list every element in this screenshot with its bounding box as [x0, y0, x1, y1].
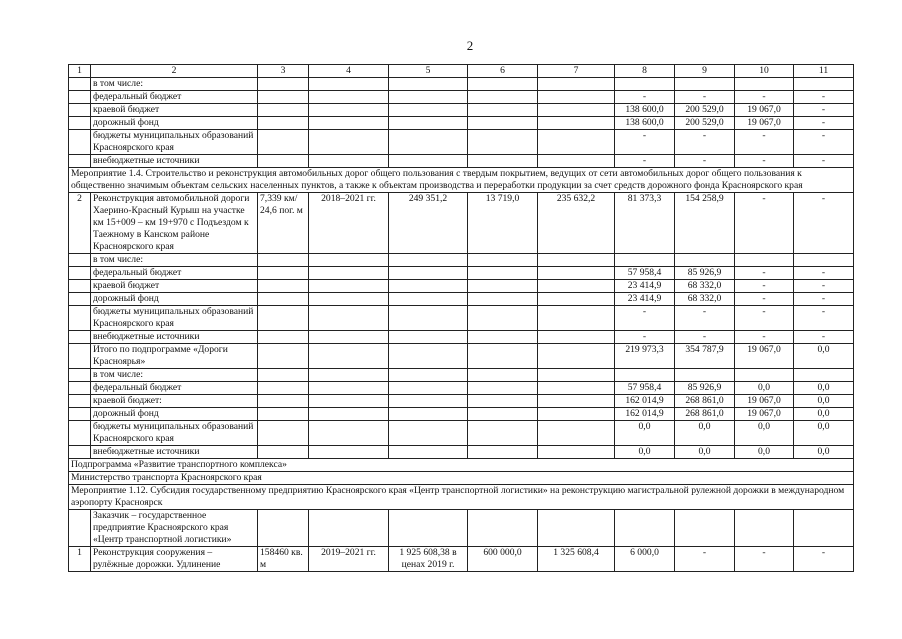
row-number — [69, 446, 91, 459]
column-number: 7 — [538, 65, 615, 78]
empty-cell — [258, 408, 309, 421]
empty-cell — [258, 369, 309, 382]
empty-cell — [538, 280, 615, 293]
value-cell: - — [675, 155, 735, 168]
item-name: Реконструкция сооружения – рулёжные дорожки. Удлинение — [91, 547, 258, 572]
empty-cell — [468, 408, 538, 421]
empty-cell — [538, 344, 615, 369]
empty-cell — [538, 395, 615, 408]
empty-cell — [468, 267, 538, 280]
table-row — [69, 104, 854, 117]
empty-cell — [389, 421, 468, 446]
empty-cell — [538, 306, 615, 331]
value-cell — [794, 510, 854, 547]
value-cell: - — [794, 104, 854, 117]
table-row — [69, 78, 854, 91]
value-cell: 162 014,9 — [615, 395, 675, 408]
item-name: дорожный фонд — [91, 293, 258, 306]
item-name: внебюджетные источники — [91, 331, 258, 344]
value-cell — [794, 254, 854, 267]
empty-cell — [258, 280, 309, 293]
table-row — [69, 130, 854, 155]
empty-cell — [538, 130, 615, 155]
empty-cell — [468, 293, 538, 306]
table-row — [69, 193, 854, 254]
value-cell: 0,0 — [794, 395, 854, 408]
row-number — [69, 280, 91, 293]
value-cell: 0,0 — [615, 421, 675, 446]
table-row — [69, 485, 854, 510]
empty-cell — [389, 117, 468, 130]
value-cell: 0,0 — [794, 382, 854, 395]
empty-cell — [309, 369, 389, 382]
empty-cell — [538, 117, 615, 130]
value-cell: 235 632,2 — [538, 193, 615, 254]
table-row — [69, 472, 854, 485]
row-number — [69, 293, 91, 306]
value-cell: 1 325 608,4 — [538, 547, 615, 572]
value-cell: 0,0 — [735, 421, 794, 446]
value-cell: 19 067,0 — [735, 117, 794, 130]
empty-cell — [468, 155, 538, 168]
item-name: дорожный фонд — [91, 117, 258, 130]
empty-cell — [309, 78, 389, 91]
empty-cell — [389, 382, 468, 395]
value-cell: - — [794, 193, 854, 254]
row-number — [69, 382, 91, 395]
empty-cell — [258, 78, 309, 91]
empty-cell — [468, 510, 538, 547]
value-cell: - — [794, 293, 854, 306]
budget-table — [68, 64, 854, 572]
empty-cell — [309, 331, 389, 344]
empty-cell — [258, 344, 309, 369]
value-cell: - — [735, 306, 794, 331]
item-name: Заказчик – государственное предприятие Красноярского края «Центр транспортной логистики» — [91, 510, 258, 547]
empty-cell — [258, 421, 309, 446]
item-name: бюджеты муниципальных образований Красноярского края — [91, 306, 258, 331]
column-number: 9 — [675, 65, 735, 78]
value-cell: 81 373,3 — [615, 193, 675, 254]
row-number — [69, 408, 91, 421]
empty-cell — [538, 104, 615, 117]
table-row — [69, 91, 854, 104]
empty-cell — [468, 331, 538, 344]
empty-cell — [468, 254, 538, 267]
value-cell: 19 067,0 — [735, 408, 794, 421]
column-number: 1 — [69, 65, 91, 78]
empty-cell — [258, 130, 309, 155]
empty-cell — [309, 117, 389, 130]
item-name: краевой бюджет: — [91, 395, 258, 408]
empty-cell — [389, 344, 468, 369]
value-cell: - — [675, 91, 735, 104]
table-row — [69, 117, 854, 130]
empty-cell — [309, 130, 389, 155]
empty-cell — [538, 78, 615, 91]
empty-cell — [258, 155, 309, 168]
value-cell — [794, 369, 854, 382]
table-row — [69, 293, 854, 306]
value-cell: 0,0 — [615, 446, 675, 459]
empty-cell — [258, 331, 309, 344]
value-cell: - — [794, 130, 854, 155]
empty-cell — [538, 155, 615, 168]
row-number — [69, 104, 91, 117]
cost-cell: 249 351,2 — [389, 193, 468, 254]
empty-cell — [309, 446, 389, 459]
value-cell: - — [615, 130, 675, 155]
empty-cell — [538, 382, 615, 395]
value-cell: - — [675, 306, 735, 331]
item-name: краевой бюджет — [91, 280, 258, 293]
value-cell: - — [794, 117, 854, 130]
empty-cell — [309, 104, 389, 117]
value-cell: - — [735, 293, 794, 306]
row-number — [69, 369, 91, 382]
value-cell: 200 529,0 — [675, 104, 735, 117]
table-row — [69, 446, 854, 459]
value-cell — [615, 78, 675, 91]
value-cell: 0,0 — [794, 421, 854, 446]
value-cell: - — [735, 155, 794, 168]
empty-cell — [468, 395, 538, 408]
empty-cell — [538, 421, 615, 446]
value-cell: 162 014,9 — [615, 408, 675, 421]
empty-cell — [538, 91, 615, 104]
empty-cell — [309, 254, 389, 267]
value-cell: - — [615, 155, 675, 168]
value-cell: 23 414,9 — [615, 293, 675, 306]
table-row — [69, 306, 854, 331]
column-number: 10 — [735, 65, 794, 78]
value-cell: - — [615, 91, 675, 104]
empty-cell — [258, 510, 309, 547]
value-cell: - — [794, 267, 854, 280]
column-number: 2 — [91, 65, 258, 78]
row-number — [69, 117, 91, 130]
row-number — [69, 306, 91, 331]
row-number — [69, 510, 91, 547]
empty-cell — [538, 331, 615, 344]
row-number — [69, 130, 91, 155]
value-cell — [794, 78, 854, 91]
empty-cell — [468, 369, 538, 382]
table-row — [69, 280, 854, 293]
item-name: Итого по подпрограмме «Дороги Красноярья» — [91, 344, 258, 369]
empty-cell — [468, 382, 538, 395]
empty-cell — [538, 446, 615, 459]
empty-cell — [389, 267, 468, 280]
value-cell: 0,0 — [675, 421, 735, 446]
empty-cell — [468, 306, 538, 331]
page-number: 2 — [466, 38, 474, 53]
empty-cell — [258, 446, 309, 459]
empty-cell — [468, 130, 538, 155]
value-cell — [675, 369, 735, 382]
empty-cell — [389, 306, 468, 331]
value-cell: 85 926,9 — [675, 267, 735, 280]
value-cell: 57 958,4 — [615, 267, 675, 280]
value-cell: 6 000,0 — [615, 547, 675, 572]
value-cell — [675, 510, 735, 547]
item-name: бюджеты муниципальных образований Красноярского края — [91, 130, 258, 155]
value-cell: 68 332,0 — [675, 293, 735, 306]
empty-cell — [258, 254, 309, 267]
section-heading: Подпрограмма «Развитие транспортного комплекса» — [69, 459, 854, 472]
value-cell: 19 067,0 — [735, 395, 794, 408]
empty-cell — [389, 293, 468, 306]
item-name: в том числе: — [91, 78, 258, 91]
empty-cell — [389, 446, 468, 459]
empty-cell — [468, 104, 538, 117]
item-name: федеральный бюджет — [91, 382, 258, 395]
value-cell: - — [735, 193, 794, 254]
item-name: федеральный бюджет — [91, 267, 258, 280]
table-row — [69, 382, 854, 395]
empty-cell — [468, 344, 538, 369]
empty-cell — [389, 369, 468, 382]
empty-cell — [389, 408, 468, 421]
row-number — [69, 78, 91, 91]
value-cell — [675, 78, 735, 91]
row-number — [69, 155, 91, 168]
header-row — [69, 65, 854, 78]
empty-cell — [468, 117, 538, 130]
table-row — [69, 459, 854, 472]
value-cell: 23 414,9 — [615, 280, 675, 293]
empty-cell — [389, 104, 468, 117]
row-number: 2 — [69, 193, 91, 254]
value-cell: 0,0 — [794, 408, 854, 421]
value-cell: 19 067,0 — [735, 104, 794, 117]
empty-cell — [389, 280, 468, 293]
value-cell: - — [794, 91, 854, 104]
empty-cell — [538, 254, 615, 267]
value-cell — [615, 369, 675, 382]
value-cell: 0,0 — [675, 446, 735, 459]
value-cell: - — [794, 280, 854, 293]
item-name: Реконструкция автомобильной дороги Хаерино-Красный Курыш на участке км 15+009 – км 19+970 с Подъездом к Таежному в Канском районе Красноярского края — [91, 193, 258, 254]
empty-cell — [258, 395, 309, 408]
item-name: краевой бюджет — [91, 104, 258, 117]
empty-cell — [468, 280, 538, 293]
empty-cell — [258, 382, 309, 395]
value-cell: 0,0 — [735, 382, 794, 395]
item-name: бюджеты муниципальных образований Красноярского края — [91, 421, 258, 446]
empty-cell — [389, 510, 468, 547]
item-name: в том числе: — [91, 254, 258, 267]
empty-cell — [309, 395, 389, 408]
value-cell: - — [794, 306, 854, 331]
row-number — [69, 421, 91, 446]
value-cell: - — [735, 547, 794, 572]
empty-cell — [538, 510, 615, 547]
value-cell — [615, 510, 675, 547]
value-cell — [735, 369, 794, 382]
value-cell — [735, 510, 794, 547]
empty-cell — [258, 267, 309, 280]
empty-cell — [309, 382, 389, 395]
value-cell: 154 258,9 — [675, 193, 735, 254]
value-cell — [735, 254, 794, 267]
empty-cell — [389, 395, 468, 408]
table-row — [69, 547, 854, 572]
value-cell: - — [735, 280, 794, 293]
section-heading: Мероприятие 1.12. Субсидия государственному предприятию Красноярского края «Центр транспортной логистики» на реконструкцию магистральной рулежной дорожки в международном аэропорту Красноярск — [69, 485, 854, 510]
empty-cell — [538, 408, 615, 421]
empty-cell — [538, 293, 615, 306]
value-cell: - — [615, 306, 675, 331]
table-row — [69, 155, 854, 168]
value-cell: 200 529,0 — [675, 117, 735, 130]
empty-cell — [538, 369, 615, 382]
row-number — [69, 395, 91, 408]
item-name: в том числе: — [91, 369, 258, 382]
value-cell: 600 000,0 — [468, 547, 538, 572]
section-heading: Мероприятие 1.4. Строительство и реконструкция автомобильных дорог общего пользования с твердым покрытием, ведущих от сети автомобильных дорог общего пользования к общественно значимым объектам сельских населенных пунктов, а также к объектам производства и переработки продукции за счет средств дорожного фонда Красноярского края — [69, 168, 854, 193]
value-cell: - — [794, 155, 854, 168]
value-cell: - — [735, 331, 794, 344]
value-cell — [675, 254, 735, 267]
table-row — [69, 331, 854, 344]
value-cell: 13 719,0 — [468, 193, 538, 254]
column-number: 5 — [389, 65, 468, 78]
empty-cell — [468, 446, 538, 459]
capacity-cell: 158460 кв. м — [258, 547, 309, 572]
table-row — [69, 267, 854, 280]
table-row — [69, 395, 854, 408]
empty-cell — [468, 421, 538, 446]
value-cell: 0,0 — [794, 446, 854, 459]
column-number: 4 — [309, 65, 389, 78]
row-number — [69, 254, 91, 267]
cost-cell: 1 925 608,38 в ценах 2019 г. — [389, 547, 468, 572]
empty-cell — [309, 510, 389, 547]
value-cell: - — [675, 547, 735, 572]
empty-cell — [389, 331, 468, 344]
value-cell: 19 067,0 — [735, 344, 794, 369]
row-number — [69, 331, 91, 344]
table-row — [69, 421, 854, 446]
table-row — [69, 510, 854, 547]
empty-cell — [389, 155, 468, 168]
row-number — [69, 91, 91, 104]
empty-cell — [309, 421, 389, 446]
row-number: 1 — [69, 547, 91, 572]
row-number — [69, 267, 91, 280]
empty-cell — [258, 306, 309, 331]
value-cell — [615, 254, 675, 267]
period-cell: 2018–2021 гг. — [309, 193, 389, 254]
item-name: внебюджетные источники — [91, 446, 258, 459]
empty-cell — [389, 130, 468, 155]
value-cell: - — [794, 331, 854, 344]
empty-cell — [309, 408, 389, 421]
value-cell: - — [735, 267, 794, 280]
value-cell: - — [675, 130, 735, 155]
empty-cell — [309, 280, 389, 293]
value-cell: 138 600,0 — [615, 117, 675, 130]
empty-cell — [389, 78, 468, 91]
value-cell: - — [794, 547, 854, 572]
column-number: 3 — [258, 65, 309, 78]
value-cell: - — [735, 130, 794, 155]
table-row — [69, 369, 854, 382]
empty-cell — [389, 91, 468, 104]
value-cell: 57 958,4 — [615, 382, 675, 395]
section-heading: Министерство транспорта Красноярского края — [69, 472, 854, 485]
value-cell — [735, 78, 794, 91]
empty-cell — [258, 91, 309, 104]
value-cell: - — [675, 331, 735, 344]
table-row — [69, 344, 854, 369]
item-name: федеральный бюджет — [91, 91, 258, 104]
item-name: внебюджетные источники — [91, 155, 258, 168]
empty-cell — [258, 293, 309, 306]
empty-cell — [538, 267, 615, 280]
value-cell: 68 332,0 — [675, 280, 735, 293]
value-cell: 85 926,9 — [675, 382, 735, 395]
value-cell: - — [615, 331, 675, 344]
table-row — [69, 408, 854, 421]
column-number: 8 — [615, 65, 675, 78]
empty-cell — [309, 267, 389, 280]
empty-cell — [309, 344, 389, 369]
empty-cell — [309, 306, 389, 331]
period-cell: 2019–2021 гг. — [309, 547, 389, 572]
value-cell: 268 861,0 — [675, 408, 735, 421]
column-number: 6 — [468, 65, 538, 78]
value-cell: 219 973,3 — [615, 344, 675, 369]
table-row — [69, 254, 854, 267]
value-cell: 354 787,9 — [675, 344, 735, 369]
value-cell: 0,0 — [794, 344, 854, 369]
capacity-cell: 7,339 км/ 24,6 пог. м — [258, 193, 309, 254]
value-cell: 0,0 — [735, 446, 794, 459]
empty-cell — [468, 78, 538, 91]
value-cell: - — [735, 91, 794, 104]
empty-cell — [258, 104, 309, 117]
empty-cell — [389, 254, 468, 267]
empty-cell — [468, 91, 538, 104]
column-number: 11 — [794, 65, 854, 78]
empty-cell — [309, 155, 389, 168]
empty-cell — [309, 293, 389, 306]
table-row — [69, 168, 854, 193]
item-name: дорожный фонд — [91, 408, 258, 421]
row-number — [69, 344, 91, 369]
empty-cell — [309, 91, 389, 104]
value-cell: 138 600,0 — [615, 104, 675, 117]
empty-cell — [258, 117, 309, 130]
value-cell: 268 861,0 — [675, 395, 735, 408]
